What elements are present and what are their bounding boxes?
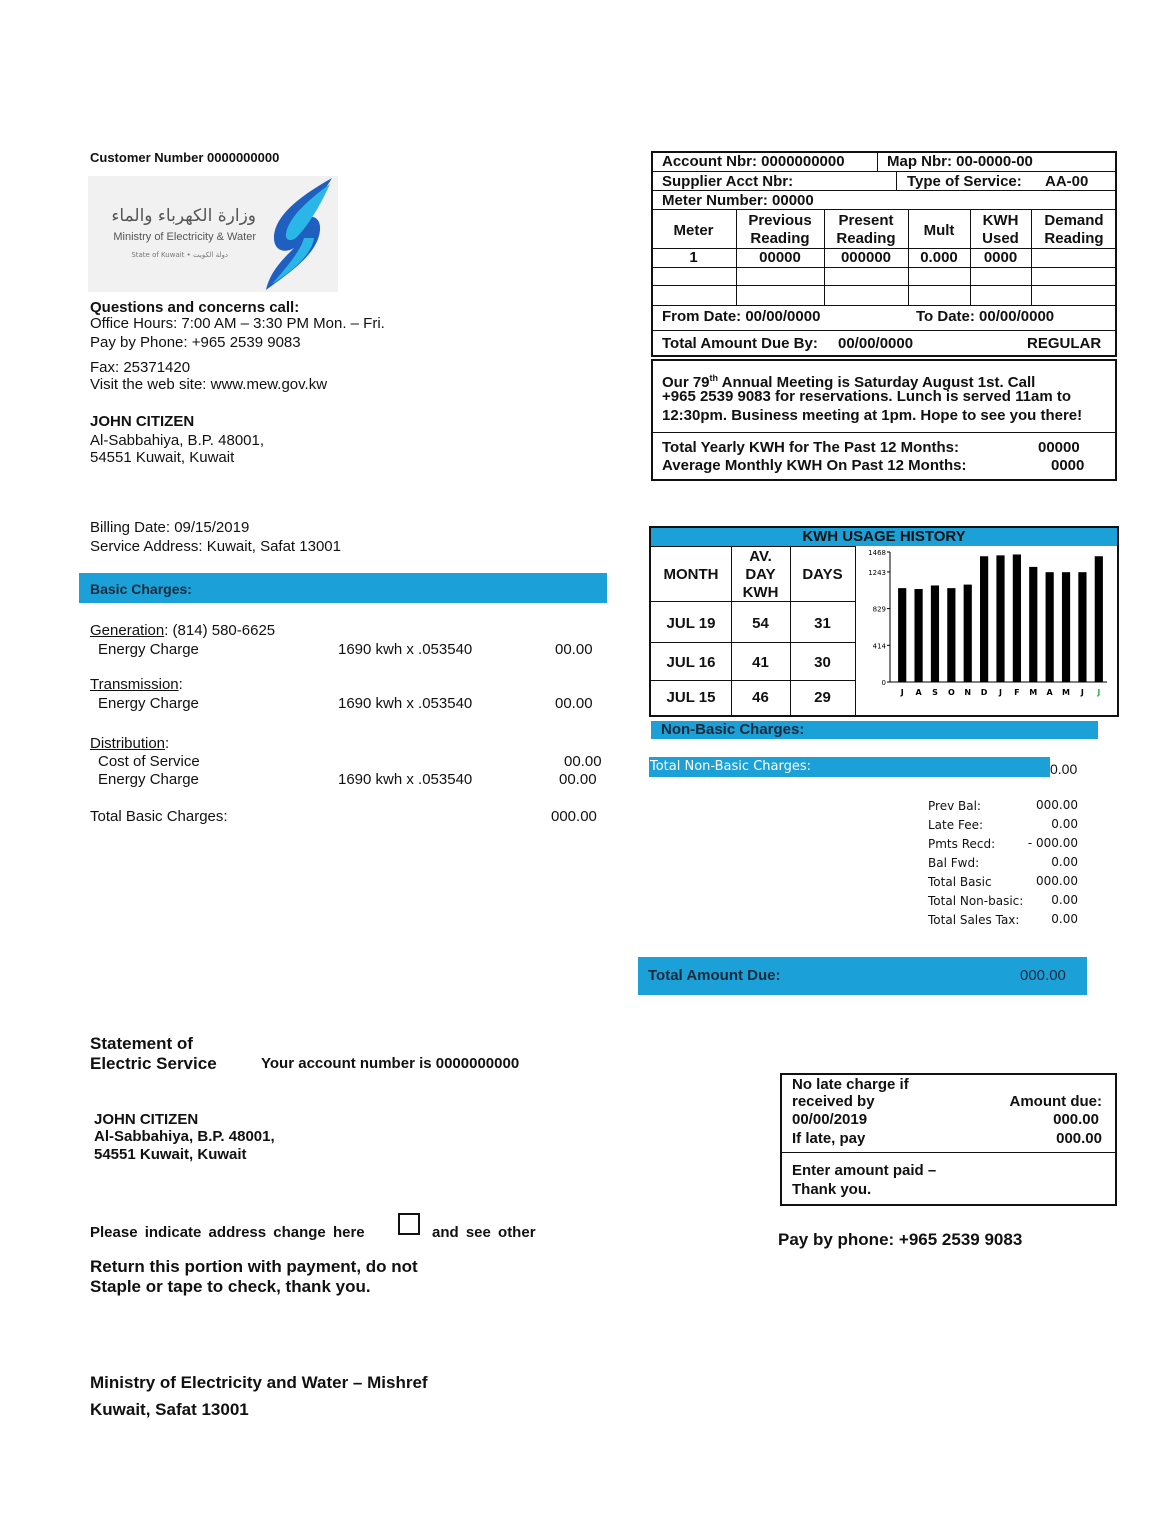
- usage-bar: [914, 589, 922, 682]
- lightning-swirl-icon: [260, 176, 336, 292]
- generation-line: [90, 622, 275, 640]
- nonbasic-total-label: Total Non-Basic Charges:: [650, 759, 811, 774]
- usage-bar: [1029, 567, 1037, 682]
- col-kwh-used: Used: [982, 230, 1019, 247]
- pay-by-phone: Pay by Phone: +965 2539 9083: [90, 334, 301, 351]
- notice-superscript: th: [709, 373, 719, 383]
- account-number: Account Nbr: 0000000000: [662, 153, 845, 170]
- total-amount-due-label: Total Amount Due:: [648, 967, 781, 984]
- x-tick-label: M: [1029, 688, 1038, 697]
- summary-value: 0.00: [1051, 855, 1078, 869]
- kwh-col-month: MONTH: [663, 566, 719, 583]
- address-change-checkbox[interactable]: [398, 1213, 420, 1235]
- cost-of-service-amount: 00.00: [564, 753, 602, 770]
- summary-value: 0.00: [1051, 817, 1078, 831]
- statement-title-1: Statement of: [90, 1034, 193, 1053]
- if-late-pay: If late, pay: [792, 1130, 866, 1147]
- type-of-service-value: AA-00: [1045, 173, 1089, 190]
- distribution-line: [90, 735, 169, 753]
- to-date: To Date: 00/00/0000: [916, 308, 1055, 325]
- notice-text-2: Annual Meeting is Saturday August 1st. Call: [718, 374, 1036, 391]
- received-by-date: 00/00/2019: [792, 1111, 868, 1128]
- distribution-amount: 00.00: [559, 771, 597, 788]
- summary-label: Total Basic: [928, 875, 992, 889]
- kwh-row-2-kwh: 41: [752, 654, 769, 671]
- notice-line-2: +965 2539 9083 for reservations. Lunch is served 11am to: [662, 388, 1071, 405]
- x-tick-label: J: [999, 688, 1002, 697]
- usage-bar: [1062, 572, 1070, 682]
- basic-charges-title: Basic Charges:: [90, 581, 192, 597]
- summary-list: [928, 797, 1078, 930]
- nonbasic-total-bar: [649, 757, 1050, 777]
- usage-bar: [980, 556, 988, 682]
- col-demand: Demand: [1044, 212, 1104, 229]
- usage-bar: [931, 585, 939, 682]
- amount-due-value: 000.00: [1053, 1111, 1099, 1128]
- basic-charges-header: [79, 573, 607, 603]
- present-value: 000000: [840, 249, 892, 266]
- kwh-row-2-days: 30: [814, 654, 831, 671]
- notice-text-1: Our 79: [662, 374, 710, 391]
- col-mult: Mult: [923, 222, 955, 239]
- generation-rate: 1690 kwh x .053540: [338, 641, 473, 658]
- kwh-history-header: [651, 528, 1117, 546]
- thank-you: Thank you.: [792, 1181, 872, 1198]
- summary-label: Pmts Recd:: [928, 837, 996, 851]
- kwh-row-1-days: 31: [814, 615, 831, 632]
- due-by-date: 00/00/0000: [838, 335, 914, 352]
- transmission-rate: 1690 kwh x .053540: [338, 695, 473, 712]
- total-basic-value: 000.00: [551, 808, 597, 825]
- type-of-service: Type of Service:: [907, 173, 1022, 190]
- col-meter: Meter: [673, 222, 714, 239]
- ministry-address-1: Ministry of Electricity and Water – Mishref: [90, 1373, 428, 1392]
- meter-value: 1: [689, 249, 698, 266]
- kwh-used-value: 0000: [983, 249, 1018, 266]
- x-tick-label: O: [947, 688, 955, 697]
- meter-number: Meter Number: 00000: [662, 192, 814, 209]
- summary-row: [928, 797, 1078, 816]
- summary-row: [928, 911, 1078, 930]
- enter-amount-paid[interactable]: Enter amount paid –: [792, 1162, 937, 1179]
- no-late-charge: No late charge if: [792, 1076, 909, 1093]
- total-amount-due-value: 000.00: [1020, 967, 1066, 984]
- address-change-text: Please indicate address change here: [90, 1224, 365, 1241]
- previous-value: 00000: [759, 249, 801, 266]
- contact-heading: Questions and concerns call:: [90, 299, 300, 316]
- usage-bar: [947, 588, 955, 682]
- col-present-reading: Reading: [836, 230, 896, 247]
- kwh-row-3-month: JUL 15: [666, 689, 716, 706]
- stub-customer-address-1: Al-Sabbahiya, B.P. 48001,: [94, 1128, 275, 1145]
- kwh-usage-chart: [857, 546, 1117, 716]
- summary-value: - 000.00: [1027, 836, 1078, 850]
- usage-bar: [1078, 572, 1086, 682]
- received-by: received by: [792, 1093, 875, 1110]
- kwh-col-av: AV.: [749, 548, 772, 565]
- summary-value: 0.00: [1051, 912, 1078, 926]
- col-demand-reading: Reading: [1044, 230, 1104, 247]
- regular-label: REGULAR: [1027, 335, 1102, 352]
- billing-date: Billing Date: 09/15/2019: [90, 519, 250, 536]
- kwh-history-title: KWH USAGE HISTORY: [802, 528, 966, 545]
- summary-label: Bal Fwd:: [928, 856, 980, 870]
- total-basic-label: Total Basic Charges:: [90, 808, 228, 825]
- customer-name: JOHN CITIZEN: [90, 413, 195, 430]
- service-address: Service Address: Kuwait, Safat 13001: [90, 538, 341, 555]
- summary-label: Prev Bal:: [928, 799, 981, 813]
- yearly-kwh-value: 00000: [1038, 439, 1080, 456]
- x-tick-label: F: [1014, 688, 1020, 697]
- x-tick-label: J: [1097, 688, 1101, 697]
- summary-row: [928, 892, 1078, 911]
- x-tick-label: J: [900, 688, 904, 697]
- customer-address-2: 54551 Kuwait, Kuwait: [90, 449, 235, 466]
- distribution-colon: :: [165, 735, 170, 752]
- summary-row: [928, 835, 1078, 854]
- transmission-line: [90, 676, 183, 694]
- customer-number: Customer Number 0000000000: [90, 150, 280, 165]
- generation-amount: 00.00: [555, 641, 593, 658]
- return-instructions-1: Return this portion with payment, do not: [90, 1257, 418, 1276]
- kwh-row-1-month: JUL 19: [666, 615, 716, 632]
- late-amount-value: 000.00: [1056, 1130, 1102, 1147]
- amount-due-label: Amount due:: [1009, 1093, 1102, 1110]
- generation-phone: : (814) 580-6625: [164, 622, 276, 639]
- transmission-energy-charge: Energy Charge: [98, 695, 199, 712]
- nonbasic-header: [651, 721, 1098, 739]
- avg-kwh-label: Average Monthly KWH On Past 12 Months:: [662, 457, 967, 474]
- logo-english: Ministry of Electricity & Water: [113, 231, 256, 243]
- transmission-colon: :: [178, 676, 183, 693]
- kwh-row-3-days: 29: [814, 689, 831, 706]
- kwh-col-kwh: KWH: [742, 584, 779, 601]
- transmission-label: Transmission: [90, 676, 179, 693]
- yearly-kwh-label: Total Yearly KWH for The Past 12 Months:: [662, 439, 959, 456]
- return-instructions-2: Staple or tape to check, thank you.: [90, 1277, 371, 1296]
- generation-energy-charge: Energy Charge: [98, 641, 199, 658]
- distribution-label: Distribution: [90, 735, 166, 752]
- x-tick-label: S: [932, 688, 938, 697]
- x-tick-label: A: [915, 688, 922, 697]
- x-tick-label: J: [1080, 688, 1084, 697]
- generation-label: Generation: [90, 622, 165, 639]
- x-tick-label: M: [1062, 688, 1071, 697]
- summary-row: [928, 854, 1078, 873]
- usage-bar: [1046, 572, 1054, 682]
- stub-customer-address-2: 54551 Kuwait, Kuwait: [94, 1146, 247, 1163]
- usage-bar: [1013, 554, 1021, 682]
- avg-kwh-value: 0000: [1051, 457, 1085, 474]
- kwh-row-1-kwh: 54: [752, 615, 769, 632]
- transmission-amount: 00.00: [555, 695, 593, 712]
- x-tick-label: D: [980, 688, 988, 697]
- office-hours: Office Hours: 7:00 AM – 3:30 PM Mon. – Fri.: [90, 315, 385, 332]
- ministry-logo: [88, 176, 338, 292]
- from-date: From Date: 00/00/0000: [662, 308, 821, 325]
- map-number: Map Nbr: 00-0000-00: [887, 153, 1033, 170]
- col-previous-reading: Reading: [750, 230, 810, 247]
- summary-row: [928, 816, 1078, 835]
- distribution-rate: 1690 kwh x .053540: [338, 771, 473, 788]
- summary-row: [928, 873, 1078, 892]
- mult-value: 0.000: [920, 249, 958, 266]
- distribution-energy-charge: Energy Charge: [98, 771, 199, 788]
- summary-value: 000.00: [1036, 798, 1078, 812]
- x-tick-label: A: [1046, 688, 1053, 697]
- notice-line-3: 12:30pm. Business meeting at 1pm. Hope to see you there!: [662, 407, 1083, 424]
- summary-value: 0.00: [1051, 893, 1078, 907]
- customer-address-1: Al-Sabbahiya, B.P. 48001,: [90, 432, 265, 449]
- stub-customer-name: JOHN CITIZEN: [94, 1111, 199, 1128]
- y-tick-label: 1468: [868, 549, 886, 557]
- col-present: Present: [838, 212, 894, 229]
- usage-bar: [996, 555, 1004, 682]
- address-change-see-other: and see other: [432, 1224, 536, 1241]
- kwh-row-2-month: JUL 16: [666, 654, 716, 671]
- col-kwh: KWH: [982, 212, 1019, 229]
- total-amount-due-bar: [638, 957, 1087, 995]
- usage-bar: [964, 585, 972, 682]
- usage-bar: [898, 588, 906, 682]
- x-tick-label: N: [964, 688, 972, 697]
- kwh-row-3-kwh: 46: [752, 689, 769, 706]
- logo-small-text: State of Kuwait • دولة الكويت: [131, 251, 228, 259]
- summary-value: 000.00: [1036, 874, 1078, 888]
- stub-pay-by-phone: Pay by phone: +965 2539 9083: [778, 1230, 1023, 1249]
- due-by-label: Total Amount Due By:: [662, 335, 818, 352]
- y-tick-label: 0: [881, 679, 886, 687]
- website[interactable]: Visit the web site: www.mew.gov.kw: [90, 376, 328, 393]
- logo-arabic: وزارة الكهرباء والماء: [111, 206, 256, 226]
- nonbasic-title: Non-Basic Charges:: [661, 721, 805, 738]
- y-tick-label: 414: [872, 642, 886, 651]
- summary-label: Total Sales Tax:: [928, 913, 1020, 927]
- statement-title-2: Electric Service: [90, 1054, 217, 1073]
- fax: Fax: 25371420: [90, 359, 191, 376]
- nonbasic-total-value: 0.00: [1050, 761, 1078, 777]
- usage-bar: [1095, 556, 1103, 682]
- y-tick-label: 829: [872, 605, 886, 614]
- kwh-col-day: DAY: [745, 566, 776, 583]
- account-number-text: Your account number is 0000000000: [261, 1055, 520, 1072]
- cost-of-service: Cost of Service: [98, 753, 200, 770]
- col-previous: Previous: [748, 212, 812, 229]
- kwh-col-days: DAYS: [802, 566, 843, 583]
- supplier-acct: Supplier Acct Nbr:: [662, 173, 794, 190]
- ministry-address-2: Kuwait, Safat 13001: [90, 1400, 249, 1419]
- y-tick-label: 1243: [868, 568, 886, 577]
- summary-label: Late Fee:: [928, 818, 983, 832]
- summary-label: Total Non-basic:: [928, 894, 1024, 908]
